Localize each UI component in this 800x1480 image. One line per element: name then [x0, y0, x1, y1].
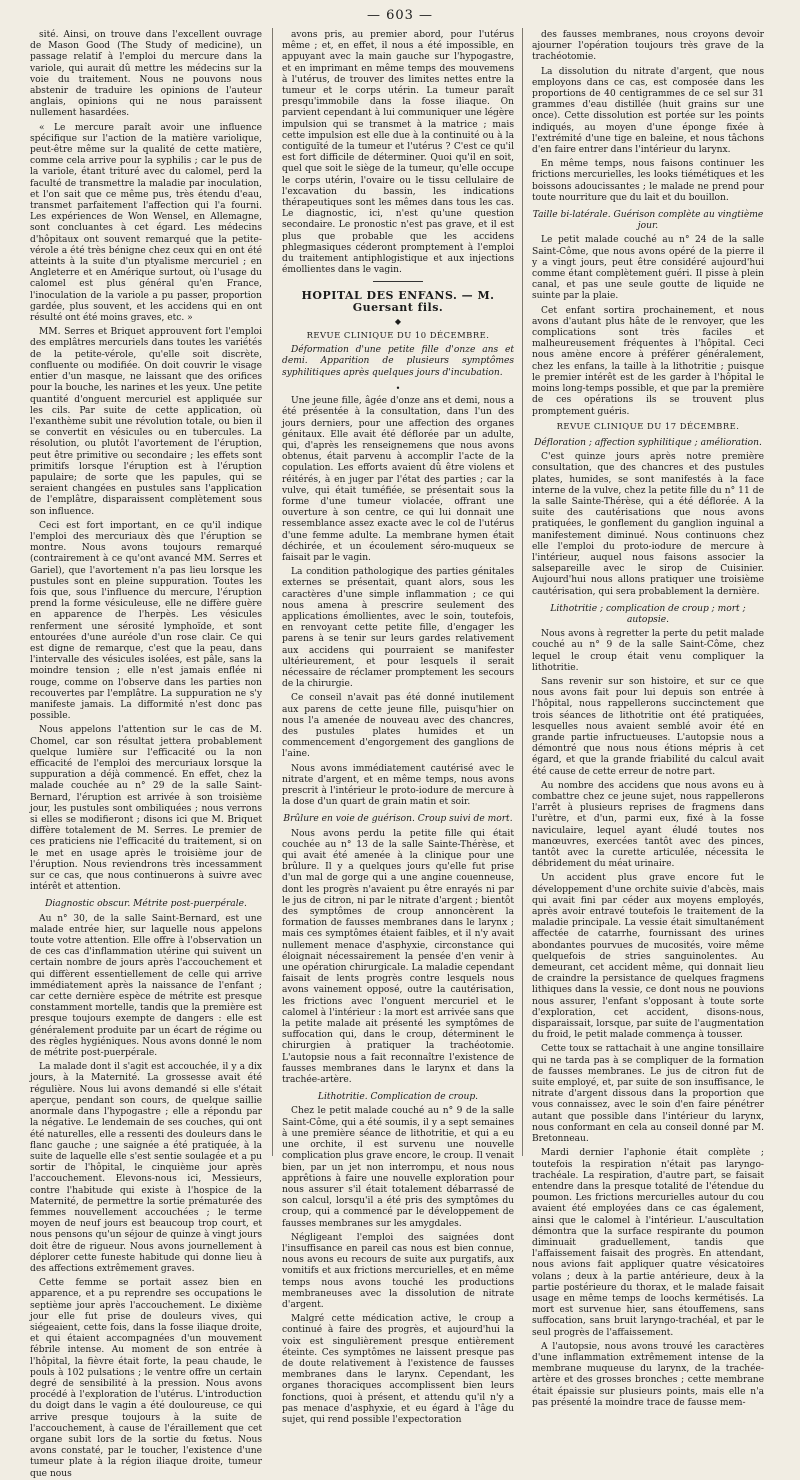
paragraph: A l'autopsie, nous avons trouvé les caractères d'une inflammation extrêmement intense de la membrane muqueuse du larynx, de la trachée-artère et des grosses bronches ; cette membrane était épaissie sur plusieurs points, mais elle n'a pas présenté la moindre trace de fausse mem-	[532, 1341, 764, 1408]
column-right	[532, 30, 764, 1408]
section-divider	[373, 281, 423, 282]
paragraph: Au nombre des accidens que nous avons eu à combattre chez ce jeune sujet, nous rappellerons l'arrêt à plusieurs reprises de fragmens dans l'urètre, et d'un, parmi eux, fixé à la fosse naviculaire, lequel ayant éludé toutes nos manœuvres, exercées tantôt avec des pinces, tantôt avec la curette articulée, nécessita le débridement du méat urinaire.	[532, 780, 764, 870]
section-subtitle: Défloration ; affection syphilitique ; amélioration.	[534, 437, 762, 448]
paragraph: Une jeune fille, âgée d'onze ans et demi, nous a été présentée à la consultation, dans l'un des jours derniers, pour une affection des organes génitaux. Elle avait été déflorée par un adulte, qui, d'après les renseignemens que nous avons obtenus, était parvenu à accomplir l'acte de la copulation. Les efforts avaient dû être violens et réitérés, à en juger par l'état des parties ; car la vulve, qui était tuméfiée, se présentait sous la forme d'une tumeur violacée, offrant une ouverture à son centre, ce qui lui donnait une ressemblance assez exacte avec le col de l'utérus d'une femme adulte. La membrane hymen était déchirée, et un écoulement séro-muqueux se faisait par le vagin.	[282, 396, 514, 563]
section-subtitle: Taille bi-latérale. Guérison complète au vingtième jour.	[532, 210, 764, 232]
page-number: — 603 —	[366, 8, 434, 23]
section-subtitle: Lithotritie ; complication de croup ; mort ; autopsie.	[550, 603, 746, 625]
paragraph: Négligeant l'emploi des saignées dont l'insuffisance en pareil cas nous est bien connue, nous avons eu recours de suite aux purgatifs, aux vomitifs et aux frictions mercurielles, et en même temps nous avons touché les productions membraneuses avec la dissolution de nitrate d'argent.	[282, 1232, 514, 1310]
paragraph: Malgré cette médication active, le croup a continué à faire des progrès, et aujourd'hui la voix est singulièrement presque entièrement éteinte. Ces symptômes ne laissent presque pas de doute relativement à l'existence de fausses membranes dans le larynx. Cependant, les organes thoraciques accomplissent bien leurs fonctions, quoi à présent, et attendu qu'il n'y a pas menace d'asphyxie, et eu égard à l'âge du sujet, qui rend possible l'expectoration	[282, 1314, 514, 1425]
paragraph: Ceci est fort important, en ce qu'il indique l'emploi des mercuriaux dès que l'éruption se montre. Nous avons toujours remarqué (contrairement à ce qu'ont avancé MM. Serres et Gariel), que l'avortement n'a pas lieu lorsque les pustules sont en pleine suppuration. Toutes les fois que, sous l'influence du mercure, l'éruption prend la forme vésiculeuse, elle ne diffère guère en apparence de l'herpès. Les vésicules renferment une sérosité lymphoïde, et sont entourées d'une auréole d'un rose clair. Ce qui est digne de remarque, c'est que la peau, dans l'intervalle des vésicules isolées, est pâle, sans la moindre tension ; elle n'est jamais enflée ni rouge, comme on l'observe dans les parties non recouvertes par l'emplâtre. La suppuration ne s'y manifeste jamais. La difformité n'est donc pas possible.	[30, 520, 262, 722]
paragraph: Nous avons perdu la petite fille qui était couchée au n° 13 de la salle Sainte-Thérèse, et qui avait été amenée à la clinique pour une brûlure. Il y a quelques jours qu'elle fut prise d'un mal de gorge qui a une angine couenneuse, dont les progrès n'avaient pu être enrayés ni par le jus de citron, ni par le nitrate d'argent ; bientôt des symptômes de croup annoncèrent la formation de fausses membranes dans le larynx ; mais ces symptômes étaient faibles, et il n'y avait nullement menace d'asphyxie, circonstance qui éloignait nécessairement la pensée d'en venir à une opération chirurgicale. La maladie cependant faisait de lents progrès contre lesquels nous avons vainement opposé, outre la cautérisation, les frictions avec l'onguent mercuriel et le calomel à l'intérieur : la mort est arrivée sans que la petite malade ait présenté les symptômes de suffocation qui, dans le croup, déterminent le chirurgien à pratiquer la trachéotomie. L'autopsie nous a fait reconnaître l'existence de fausses membranes dans le larynx et dans la trachée-artère.	[282, 828, 514, 1086]
paragraph: Nous appelons l'attention sur le cas de M. Chomel, car son résultat jettera probablement quelque lumière sur l'efficacité ou la non efficacité de l'emploi des mercuriaux lorsque la suppuration a déjà commencé. En effet, chez la malade couchée au n° 29 de la salle Saint-Bernard, l'éruption est arrivée à son troisième jour, les pustules sont ombiliquées ; nous verrons si elles se modifieront ; disons ici que M. Briquet diffère totalement de M. Serres. Le premier de ces praticiens nie l'efficacité du traitement, si on le met en usage après le troisième jour de l'éruption. Nous reviendrons très incessamment sur ce cas, que nous continuerons à suivre avec intérêt et attention.	[30, 725, 262, 893]
column-rule-right	[522, 28, 523, 1156]
section-subtitle: Brûlure en voie de guérison. Croup suivi de mort.	[283, 814, 513, 825]
paragraph: La dissolution du nitrate d'argent, que nous employons dans ce cas, est composée dans les proportions de 40 centigrammes de ce sel sur 31 grammes d'eau distillée (huit grains sur une once). Cette dissolution est portée sur les points indiqués, au moyen d'une éponge fixée à l'extrémité d'une tige en baleine, et nous tâchons d'en faire entrer dans l'intérieur du larynx.	[532, 66, 764, 156]
paragraph: avons pris, au premier abord, pour l'utérus même ; et, en effet, il nous a été impossible, en appuyant avec la main gauche sur l'hypogastre, et en imprimant en même temps des mouvemens à l'utérus, de trouver des limites nettes entre la tumeur et le corps utérin. La tumeur paraît presqu'immobile dans la fosse iliaque. On parvient cependant à lui communiquer une légère impulsion qui se transmet à la matrice ; mais cette impulsion est elle due à la continuité ou à la contiguïté de la tumeur et l'utérus ? C'est ce qu'il est fort difficile de déterminer. Quoi qu'il en soit, quel que soit le siège de la tumeur, qu'elle occupe le corps utérin, l'ovaire ou le tissu cellulaire de l'excavation du bassin, les indications thérapeutiques sont les mêmes dans tous les cas. Le diagnostic, ici, n'est qu'une question secondaire. Le pronostic n'est pas grave, et il est plus que probable que les accidens phlegmasiques céderont promptement à l'emploi du traitement antiphlogistique et aux injections émollientes dans le vagin.	[282, 30, 514, 276]
ornament-icon: •	[395, 383, 401, 393]
paragraph: La malade dont il s'agit est accouchée, il y a dix jours, à la Maternité. La grossesse avait été régulière. Nous lui avons demandé si elle s'était aperçue, pendant son cours, de quelque saillie anormale dans l'hypogastre ; elle a répondu par la négative. Le lendemain de ses couches, qui ont été naturelles, elle a ressenti des douleurs dans le flanc gauche ; une saignée a été pratiquée, à la suite de laquelle elle s'est sentie soulagée et a pu sortir de l'hôpital, le cinquième jour après l'accouchement. Elevons-nous ici, Messieurs, contre l'habitude qui existe à l'hospice de la Maternité, de permettre la sortie prématurée des femmes nouvellement accouchées ; le terme moyen de neuf jours est beaucoup trop court, et nous pensons qu'un séjour de quinze à vingt jours doit être de rigueur. Nous avons journellement à déplorer cette funeste habitude qui donne lieu à des affections extrêmement graves.	[30, 1062, 262, 1274]
column-rule-left	[272, 28, 273, 1156]
column-left	[30, 30, 262, 1479]
paragraph: sité. Ainsi, on trouve dans l'excellent ouvrage de Mason Good (The Study of medicine), un passage relatif à l'emploi du mercure dans la variole, qui aurait dû mettre les médecins sur la voie du traitement. Nous ne pouvons nous abstenir de traduire les opinions de l'auteur anglais, opinions qui ne nous paraissent nullement hasardées.	[30, 30, 262, 119]
paragraph: Nous avons immédiatement cautérisé avec le nitrate d'argent, et en même temps, nous avons prescrit à l'intérieur le proto-iodure de mercure à la dose d'un quart de grain matin et soir.	[282, 763, 514, 808]
ornament-icon: ◆	[394, 316, 402, 326]
paragraph: Cette femme se portait assez bien en apparence, et a pu reprendre ses occupations le septième jour après l'accouchement. Le dixième jour elle fut prise de douleurs vives, qui siégeaient, cette fois, dans la fosse iliaque droite, et qui étaient accompagnées d'un mouvement fébrile intense. Au moment de son entrée à l'hôpital, la fièvre était forte, la peau chaude, le pouls à 102 pulsations ; le ventre offre un certain degré de sensibilité à la pression. Nous avons procédé à l'exploration de l'utérus. L'introduction du doigt dans le vagin a été douloureuse, ce qui arrive presque toujours à la suite de l'accouchement, à cause de l'éraillement que cet organe subit lors de la sortie du fœtus. Nous avons constaté, par le toucher, l'existence d'une tumeur plate à la région iliaque droite, tumeur que nous	[30, 1278, 262, 1479]
paragraph: En même temps, nous faisons continuer les frictions mercurielles, les looks tiémétiques et les boissons adoucissantes ; le malade ne prend pour toute nourriture que du lait et du bouillon.	[532, 159, 764, 203]
paragraph: Le petit malade couché au n° 24 de la salle Saint-Côme, que nous avons opéré de la pierre il y a vingt jours, peut être considéré aujourd'hui comme étant complètement guéri. Il pisse à plein canal, et pas une seule goutte de liquide ne suinte par la plaie.	[532, 235, 764, 302]
clinical-review-heading: REVUE CLINIQUE DU 10 DÉCEMBRE.	[306, 330, 490, 341]
section-subtitle: Diagnostic obscur. Métrite post-puerpérale.	[45, 899, 247, 910]
paragraph: Un accident plus grave encore fut le développement d'une orchite suivie d'abcès, mais qui avait fini par céder aux moyens employés, après avoir entravé toutefois le traitement de la maladie principale. La vessie était simultanément affectée de catarrhe, fournissant des urines abondantes pourvues de mucosités, voire même quelquefois de stries sanguinolentes. Au demeurant, cet accident même, qui donnait lieu de craindre la persistance de quelques fragmens lithiques dans la vessie, ce dont nous ne pouvions nous assurer, l'enfant s'opposant à toute sorte d'exploration, cet accident, disons-nous, disparaissait, lorsque, par suite de l'augmentation du froid, le petit malade commença à tousser.	[532, 873, 764, 1041]
paragraph: Sans revenir sur son histoire, et sur ce que nous avons fait pour lui depuis son entrée à l'hôpital, nous rappellerons succinctement que trois séances de lithotritie ont été pratiquées, lesquelles nous avaient semblé avoir été en grande partie infructueuses. L'autopsie nous a démontré que nous nous étions mépris à cet égard, et que la grande friabilité du calcul avait été cause de cette erreur de notre part.	[532, 676, 764, 777]
paragraph: des fausses membranes, nous croyons devoir ajourner l'opération toujours très grave de la trachéotomie.	[532, 30, 764, 63]
paragraph: Cet enfant sortira prochainement, et nous avons d'autant plus hâte de le renvoyer, que les complications sont très faciles et malheureusement fréquentes à l'hôpital. Ceci nous amène encore à préférer généralement, chez les enfans, la taille à la lithotritie ; puisque le premier intérêt est de les garder à l'hôpital le moins long-temps possible, et que par la première de ces opérations ils se trouvent plus promptement guéris.	[532, 305, 764, 417]
paragraph: La condition pathologique des parties génitales externes se présentait, quant alors, sous les caractères d'une simple inflammation ; ce qui nous amena à prescrire seulement des applications émollientes, avec le soin, toutefois, en renvoyant cette petite fille, d'engager les parens à se tenir sur leurs gardes relativement aux accidens qui pourraient se manifester ultérieurement, et pour lesquels il serait nécessaire de réclamer promptement les secours de la chirurgie.	[282, 567, 514, 690]
section-subtitle: Lithotritie. Complication de croup.	[317, 1092, 479, 1103]
paragraph: Nous avons à regretter la perte du petit malade couché au n° 9 de la salle Saint-Côme, chez lequel le croup était venu compliquer la lithotritie.	[532, 629, 764, 673]
paragraph: Au n° 30, de la salle Saint-Bernard, est une malade entrée hier, sur laquelle nous appelons toute votre attention. Elle offre à l'observation un de ces cas d'inflammation utérine qui suivent un certain nombre de jours après l'accouchement et qui diffèrent essentiellement de celle qui arrive immédiatement après la naissance de l'enfant ; car cette dernière espèce de métrite est presque constamment mortelle, tandis que la première est presque toujours exempte de dangers : elle est généralement produite par un écart de régime ou des règles hygiéniques. Nous avons donné le nom de métrite post-puerpérale.	[30, 913, 262, 1059]
paragraph: Ce conseil n'avait pas été donné inutilement aux parens de cette jeune fille, puisqu'hier on nous l'a amenée de nouveau avec des chancres, des pustules plates humides et un commencement d'engorgement des ganglions de l'aine.	[282, 693, 514, 760]
clinical-review-heading: REVUE CLINIQUE DU 17 DÉCEMBRE.	[556, 420, 740, 431]
paragraph: Chez le petit malade couché au n° 9 de la salle Saint-Côme, qui a été soumis, il y a sept semaines à une première séance de lithotritie, et qui a eu une orchite, il est survenu une nouvelle complication plus grave encore, le croup. Il venait bien, par un jet non interrompu, et nous nous apprêtions à faire une nouvelle exploration pour nous assurer s'il était totalement débarrassé de son calcul, lorsqu'il a été pris des symptômes du croup, qui a commencé par le développement de fausses membranes sur les amygdales.	[282, 1106, 514, 1229]
paragraph: MM. Serres et Briquet approuvent fort l'emploi des emplâtres mercuriels dans toutes les variétés de la petite-vérole, qu'elle soit discrète, confluente ou modifiée. On doit couvrir le visage entier d'un masque, ne laissant que des orifices pour la bouche, les narines et les yeux. Une petite quantité d'onguent mercuriel est appliquée sur les cils. Par suite de cette application, où l'exanthème subit une révolution totale, ou bien il se convertit en vésicules ou en tubercules. La résolution, ou plutôt l'avortement de l'éruption, peut être primitive ou secondaire ; les effets sont primitifs lorsque l'éruption est à l'éruption papulaire; de sorte que les papules, qui se seraient changées en pustules sans l'application de l'emplâtre, disparaissent complètement sous son influence.	[30, 327, 262, 517]
paragraph: « Le mercure paraît avoir une influence spécifique sur l'action de la matière variolique, peut-être même sur la qualité de cette matière, comme cela arrive pour la syphilis ; car le pus de la variole, étant trituré avec du calomel, perd la faculté de transmettre la maladie par inoculation, et l'on sait que ce même pus, très étendu d'eau, transmet parfaitement l'affection qui l'a fourni. Les expériences de Won Wensel, en Allemagne, sont concluantes à cet égard. Les médecins d'hôpitaux ont souvent remarqué que la petite-vérole a été très bénigne chez ceux qui en ont été atteints à la suite d'un ptyalisme mercuriel ; en Angleterre et en Amérique surtout, où l'usage du calomel est plus général qu'en France, l'inoculation de la variole a pu passer, proportion gardée, plus souvent, et les accidens qui en ont résulté ont été moins graves, etc. »	[30, 122, 262, 324]
paragraph: C'est quinze jours après notre première consultation, que des chancres et des pustules plates, humides, se sont manifestés à la face interne de la vulve, chez la petite fille du n° 11 de la salle Sainte-Thérèse, qui a été déflorée. A la suite des cautérisations que nous avons pratiquées, le gonflement du ganglion inguinal a manifestement diminué. Nous continuons chez elle l'emploi du proto-iodure de mercure à l'intérieur, auquel nous faisons associer la salsepareille avec le sirop de Cuisinier. Aujourd'hui nous allons pratiquer une troisième cautérisation, qui sera probablement la dernière.	[532, 452, 764, 597]
section-heading: HOPITAL DES ENFANS. — M. Guersant fils.	[301, 289, 495, 314]
paragraph: Mardi dernier l'aphonie était complète ; toutefois la respiration n'était pas laryngo-trachéale. La respiration, d'autre part, se faisait entendre dans la presque totalité de l'étendue du poumon. Les frictions mercurielles autour du cou avaient été employées dans ce cas également, ainsi que le calomel à l'intérieur. L'auscultation démontra que la surface respirante du poumon diminuait graduellement, tandis que l'affaissement faisait des progrès. En attendant, nous avions fait appliquer quatre vésicatoires volans ; deux à la partie antérieure, deux à la partie postérieure du thorax, et le malade faisait usage en même temps de loochs kermétisés. La mort est survenue hier, sans étouffemens, sans suffocation, sans bruit laryngo-trachéal, et par le seul progrès de l'affaissement.	[532, 1148, 764, 1338]
column-middle	[282, 30, 514, 1425]
case-title: Déformation d'une petite fille d'onze ans et demi. Apparition de plusieurs symptômes syphilitiques après quelques jours d'incubation.	[282, 345, 514, 378]
paragraph: Cette toux se rattachait à une angine tonsillaire qui ne tarda pas à se compliquer de la formation de fausses membranes. Le jus de citron fut de suite employé, et, par suite de son insuffisance, le nitrate d'argent dissous dans la proportion que vous connaissez, avec le soin d'en faire pénétrer autant que possible dans l'intérieur du larynx, nous conformant en cela au conseil donné par M. Bretonneau.	[532, 1044, 764, 1145]
